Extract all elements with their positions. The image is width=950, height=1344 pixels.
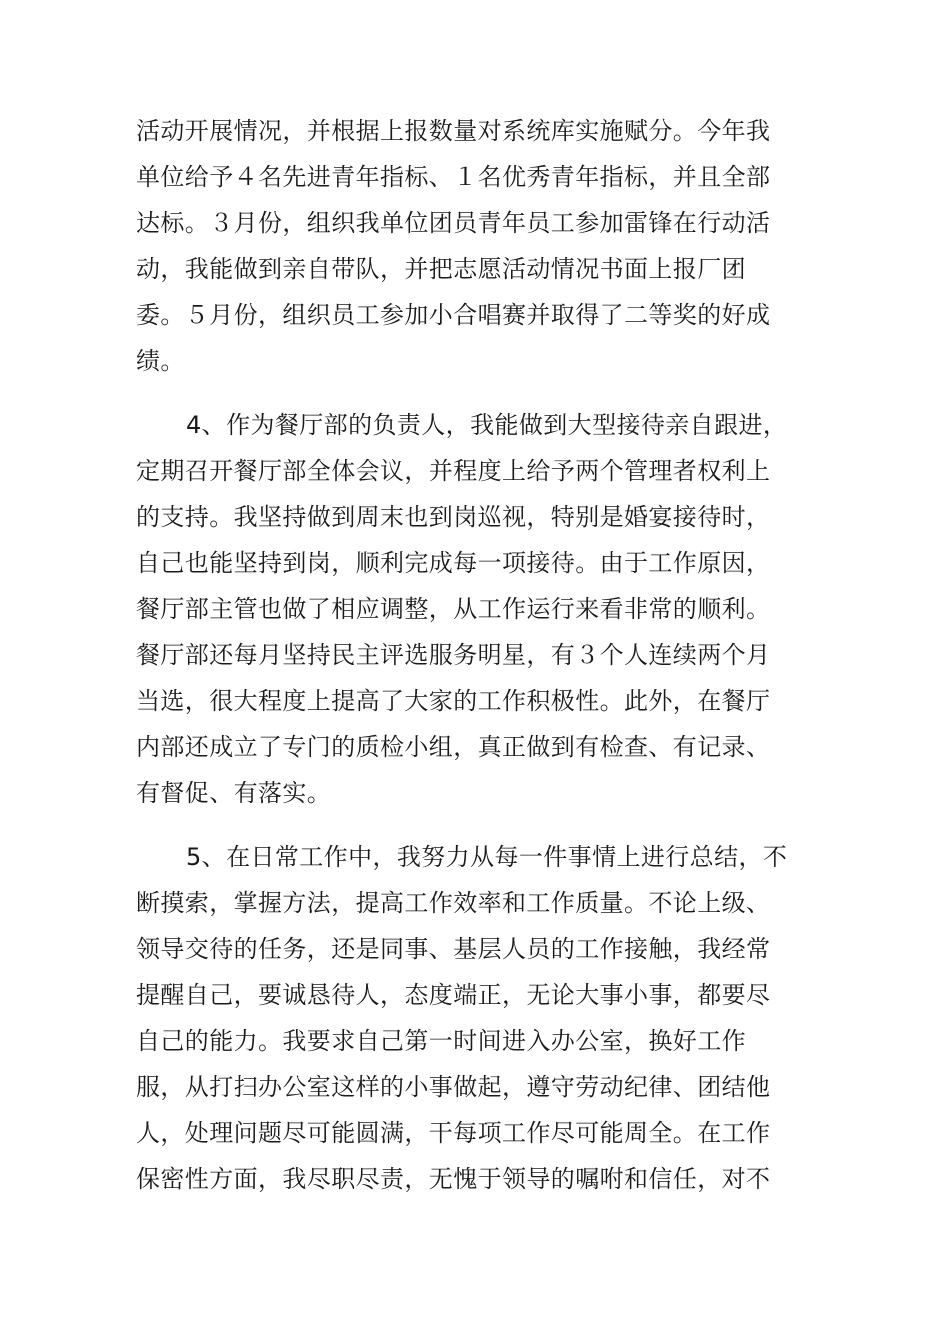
paragraph-3	[136, 834, 836, 1202]
text-line: 4、作为餐厅部的负责人，我能做到大型接待亲自跟进，	[186, 411, 788, 439]
text-line: 单位给予４名先进青年指标、１名优秀青年指标，并且全部	[136, 163, 771, 191]
text-line: 有督促、有落实。	[136, 779, 332, 807]
paragraph-1	[136, 108, 836, 384]
text-line: 活动开展情况，并根据上报数量对系统库实施赋分。今年我	[136, 117, 771, 145]
paragraph-spacer	[136, 384, 836, 402]
paragraph-2	[136, 402, 836, 816]
text-line: 餐厅部还每月坚持民主评选服务明星，有３个人连续两个月	[136, 641, 771, 669]
paragraph-spacer	[136, 816, 836, 834]
text-line: 当选，很大程度上提高了大家的工作积极性。此外，在餐厅	[136, 687, 771, 715]
text-line: 断摸索，掌握方法，提高工作效率和工作质量。不论上级、	[136, 889, 771, 917]
text-line: 自己的能力。我要求自己第一时间进入办公室，换好工作	[136, 1027, 746, 1055]
text-line: 提醒自己，要诚恳待人，态度端正，无论大事小事，都要尽	[136, 981, 771, 1009]
text-line: 服，从打扫办公室这样的小事做起，遵守劳动纪律、团结他	[136, 1073, 771, 1101]
text-line: 内部还成立了专门的质检小组，真正做到有检查、有记录、	[136, 733, 771, 761]
text-line: 委。５月份，组织员工参加小合唱赛并取得了二等奖的好成	[136, 301, 771, 329]
text-line: 领导交待的任务，还是同事、基层人员的工作接触，我经常	[136, 935, 771, 963]
text-line: 人，处理问题尽可能圆满，干每项工作尽可能周全。在工作	[136, 1119, 771, 1147]
text-line: 5、在日常工作中，我努力从每一件事情上进行总结，不	[186, 843, 788, 871]
text-line: 的支持。我坚持做到周末也到岗巡视，特别是婚宴接待时，	[136, 503, 771, 531]
text-line: 定期召开餐厅部全体会议，并程度上给予两个管理者权利上	[136, 457, 771, 485]
text-line: 绩。	[136, 347, 185, 375]
document-body	[136, 108, 836, 1202]
text-line: 保密性方面，我尽职尽责，无愧于领导的嘱咐和信任，对不	[136, 1165, 771, 1193]
text-line: 达标。３月份，组织我单位团员青年员工参加雷锋在行动活	[136, 209, 771, 237]
text-line: 动，我能做到亲自带队，并把志愿活动情况书面上报厂团	[136, 255, 746, 283]
text-line: 餐厅部主管也做了相应调整，从工作运行来看非常的顺利。	[136, 595, 771, 623]
text-line: 自己也能坚持到岗，顺利完成每一项接待。由于工作原因，	[136, 549, 771, 577]
